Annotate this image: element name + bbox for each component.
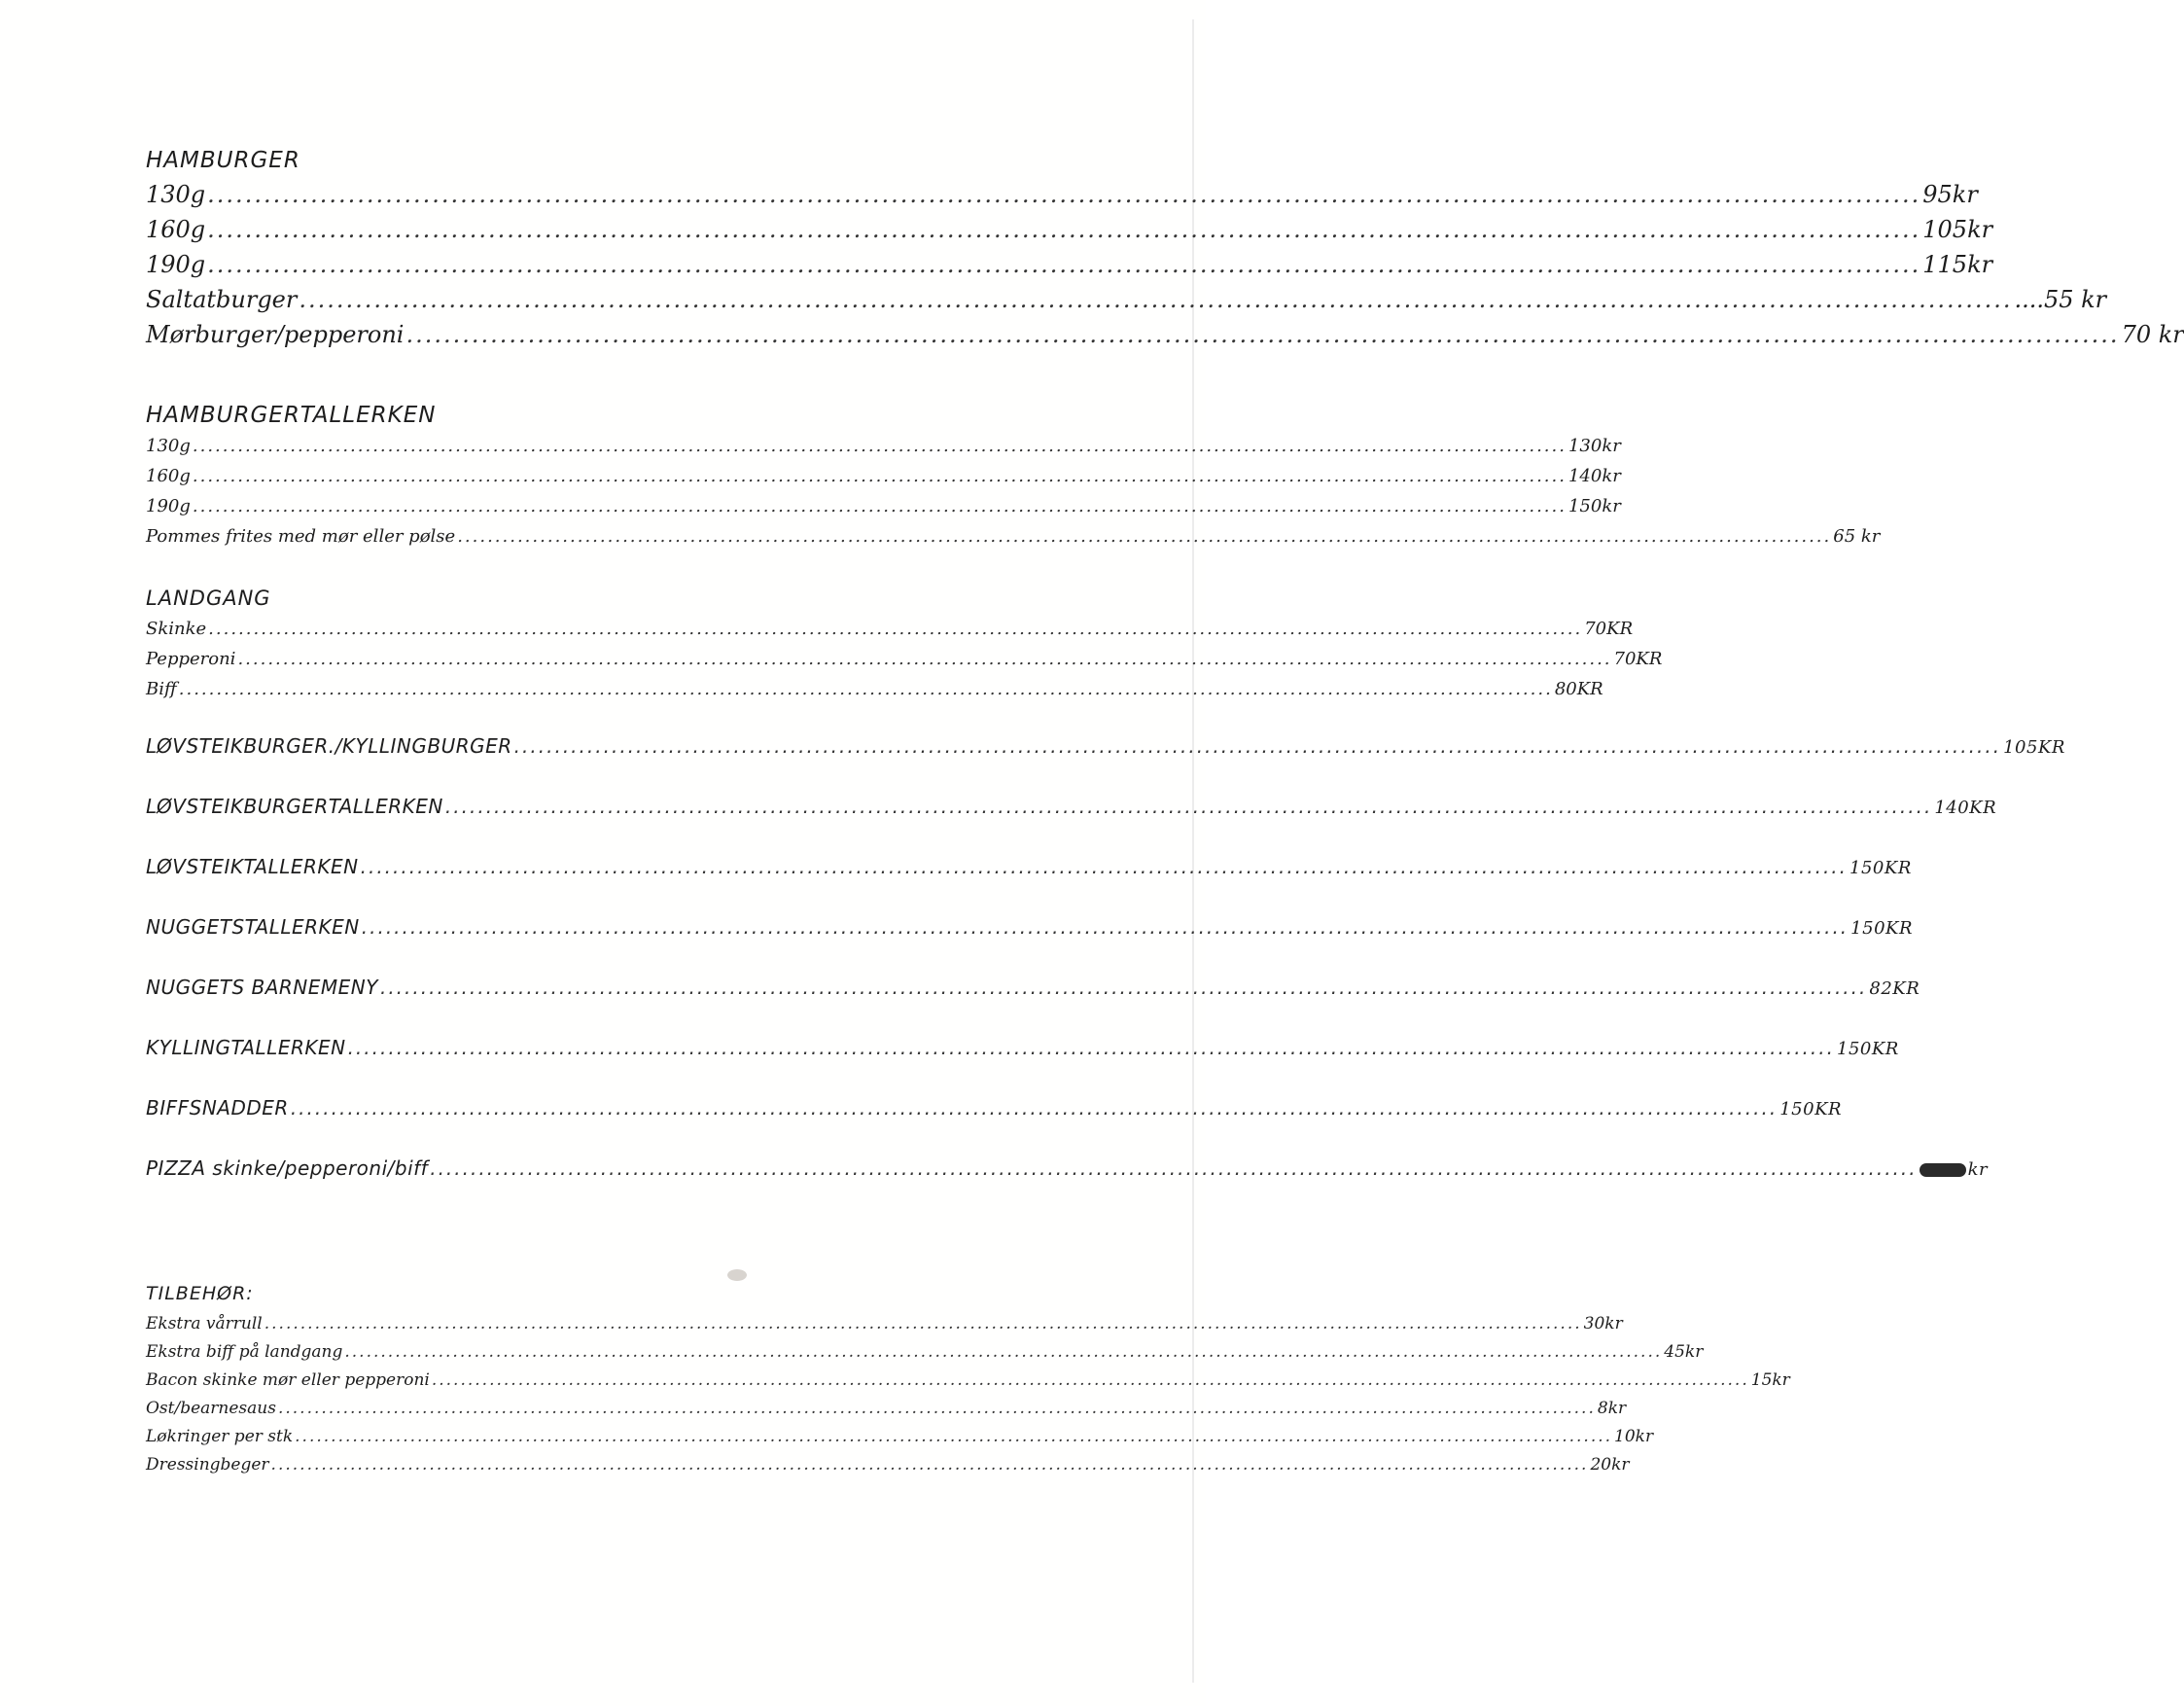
menu-item [146,1370,1790,1399]
section-tilbehor [146,1279,1790,1483]
item-price: 150KR [1837,1039,1899,1059]
item-name: Saltatburger [146,286,298,313]
item-price: 45kr [1664,1342,1704,1362]
item-price: 130kr [1568,436,1621,456]
menu-item [146,734,2065,764]
menu-item [146,795,1997,824]
item-name: Ekstra vårrull [146,1314,263,1333]
menu-item [146,526,1881,556]
section-hamburger [146,146,2184,356]
section-landgang [146,584,1663,709]
menu-item [146,496,1621,526]
menu-item [146,466,1621,496]
leader-dots: ....................................................................................................................................................................................... [277,1399,1596,1418]
menu-item [146,321,2184,356]
section-title: HAMBURGERTALLERKEN [146,403,437,428]
item-price: 82KR [1869,978,1920,999]
menu-item [146,286,2107,321]
leader-dots: ....................................................................................................................................................................................... [178,679,1553,699]
item-name: Ekstra biff på landgang [146,1342,343,1362]
leader-dots: ....................................................................................................................................................................................... [270,1455,1589,1475]
menu-item-pizza [146,1156,1989,1186]
leader-dots: ....................................................................................................................................................................................... [208,619,1583,639]
item-price: 70KR [1613,649,1663,669]
section-title: HAMBURGER [146,148,300,173]
menu-item [146,1399,1627,1427]
item-price: 30kr [1583,1314,1623,1333]
item-name: Skinke [146,619,207,639]
item-price: 150kr [1568,496,1621,516]
menu-item [146,251,1993,286]
item-name: NUGGETSTALLERKEN [146,915,360,939]
leader-dots: ....................................................................................................................................................................................... [192,466,1567,486]
item-price: 20kr [1590,1455,1630,1475]
item-name: 160g [146,216,206,243]
item-name: 130g [146,181,206,208]
item-name: Pepperoni [146,649,236,669]
item-price: 105KR [2003,737,2065,758]
item-price: 150KR [1849,858,1912,878]
leader-dots: ....................................................................................................................................................................................... [379,976,1868,999]
item-price: 105kr [1922,216,1993,243]
item-price: 8kr [1597,1399,1627,1418]
item-price-obscured [1920,1159,1989,1180]
menu-item [146,679,1603,709]
item-name: Mørburger/pepperoni [146,321,405,348]
leader-dots: ....................................................................................................................................................................................... [299,286,2013,313]
leader-dots: ....................................................................................................................................................................................... [264,1314,1582,1333]
item-price: 140kr [1568,466,1621,486]
item-name: 160g [146,466,191,486]
leader-dots: ....................................................................................................................................................................................... [237,649,1612,669]
leader-dots: ....................................................................................................................................................................................... [457,526,1832,547]
item-price: 150KR [1779,1099,1843,1120]
menu-item [146,1036,1899,1065]
item-name: LØVSTEIKBURGER./KYLLINGBURGER [146,734,512,758]
menu-item [146,915,1914,944]
menu-item [146,1342,1704,1370]
leader-dots: ....................................................................................................................................................................................... [192,436,1567,456]
section-title: LANDGANG [146,586,271,610]
item-name: LØVSTEIKBURGERTALLERKEN [146,795,443,818]
leader-dots: ....................................................................................................................................................................................... [207,181,1921,208]
leader-dots: ....................................................................................................................................................................................... [290,1096,1779,1120]
leader-dots: ....................................................................................................................................................................................... [207,216,1921,243]
price-unit: kr [1967,1159,1989,1180]
item-name: 190g [146,251,206,278]
item-name: Bacon skinke mør eller pepperoni [146,1370,430,1390]
leader-dots: ....................................................................................................................................................................................... [360,855,1849,878]
item-name: Dressingbeger [146,1455,269,1475]
ink-smudge [1920,1163,1966,1177]
menu-item [146,216,1993,251]
menu-item [146,976,1920,1005]
item-price: 65 kr [1833,526,1881,547]
item-price: 150KR [1850,918,1914,939]
leader-dots: ....................................................................................................................................................................................... [405,321,2120,348]
menu-item [146,1096,1843,1125]
leader-dots: ....................................................................................................................................................................................... [513,734,2002,758]
leader-dots: ....................................................................................................................................................................................... [344,1342,1663,1362]
leader-dots: ....................................................................................................................................................................................... [431,1370,1749,1390]
item-price: 10kr [1614,1427,1654,1446]
leader-dots: ....................................................................................................................................................................................... [207,251,1921,278]
item-price: ....55 kr [2014,286,2107,313]
item-price: 115kr [1922,251,1993,278]
item-name: Løkringer per stk [146,1427,294,1446]
leader-dots: ....................................................................................................................................................................................... [430,1156,1918,1180]
menu-item [146,649,1663,679]
item-price: 70 kr [2121,321,2184,348]
item-name: BIFFSNADDER [146,1096,289,1120]
menu-item [146,1427,1654,1455]
item-name: NUGGETS BARNEMENY [146,976,378,999]
item-price: 95kr [1922,181,1978,208]
item-name: 190g [146,496,191,516]
menu-item [146,1314,1623,1342]
leader-dots: ....................................................................................................................................................................................... [347,1036,1835,1059]
item-name: LØVSTEIKTALLERKEN [146,855,359,878]
menu-item [146,436,1621,466]
leader-dots: ....................................................................................................................................................................................... [295,1427,1613,1446]
section-title: TILBEHØR: [146,1283,254,1304]
item-name: Biff [146,679,177,699]
leader-dots: ....................................................................................................................................................................................... [444,795,1933,818]
item-price: 80KR [1554,679,1603,699]
item-price: 70KR [1584,619,1634,639]
section-hamburgertallerken [146,401,1881,556]
item-price: 15kr [1750,1370,1790,1390]
item-name: 130g [146,436,191,456]
menu-item [146,1455,1630,1483]
leader-dots: ....................................................................................................................................................................................... [361,915,1849,939]
item-name: KYLLINGTALLERKEN [146,1036,346,1059]
menu-item [146,619,1634,649]
item-name: Ost/bearnesaus [146,1399,276,1418]
item-name: Pommes frites med mør eller pølse [146,526,456,547]
menu-item [146,855,1912,884]
item-name: PIZZA skinke/pepperoni/biff [146,1156,429,1180]
menu-item [146,181,1978,216]
item-price: 140KR [1934,798,1997,818]
leader-dots: ....................................................................................................................................................................................... [192,496,1567,516]
